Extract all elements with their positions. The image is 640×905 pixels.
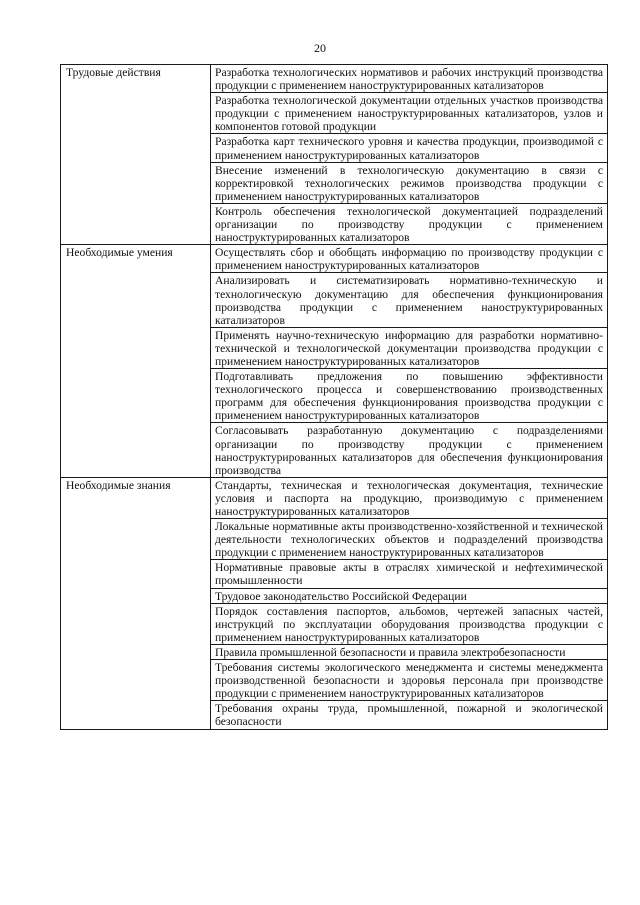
table-row xyxy=(61,65,608,93)
requirements-table xyxy=(60,64,608,730)
page-number: 20 xyxy=(314,41,326,55)
skill-item: Согласовывать разработанную документацию с подразделениями организации по производству продукции с применением наноструктурированных катализаторов для обеспечения функционирования производства xyxy=(211,423,608,477)
knowledge-item: Требования охраны труда, промышленной, пожарной и экологической безопасности xyxy=(211,701,608,729)
labor-action-item: Контроль обеспечения технологической документацией подразделений организации по производству продукции с применением наноструктурированных катализаторов xyxy=(211,203,608,244)
knowledge-item: Требования системы экологического менеджмента и системы менеджмента производственной безопасности и здоровья персонала при производстве продукции с применением наноструктурированных катализаторов xyxy=(211,660,608,701)
table-row xyxy=(61,245,608,273)
labor-action-item: Внесение изменений в технологическую документацию в связи с корректировкой технологических режимов производства продукции с применением наноструктурированных катализаторов xyxy=(211,162,608,203)
knowledge-item: Нормативные правовые акты в отраслях химической и нефтехимической промышленности xyxy=(211,560,608,588)
skill-item: Применять научно-техническую информацию для разработки нормативно-технической и технологической документации производства продукции с применением наноструктурированных катализаторов xyxy=(211,327,608,368)
skill-item: Анализировать и систематизировать нормативно-техническую и технологическую документацию для обеспечения функционирования производства продукции с применением наноструктурированных катализаторов xyxy=(211,273,608,327)
knowledge-item: Порядок составления паспортов, альбомов, чертежей запасных частей, инструкций по эксплуатации оборудования производства продукции с применением наноструктурированных катализаторов xyxy=(211,603,608,644)
skill-item: Осуществлять сбор и обобщать информацию по производству продукции с применением наноструктурированных катализаторов xyxy=(211,245,608,273)
table-row xyxy=(61,477,608,518)
section-label-labor-actions: Трудовые действия xyxy=(61,65,211,245)
knowledge-item: Локальные нормативные акты производственно-хозяйственной и технической деятельности технологических объектов и подразделений производства продукции с применением наноструктурированных катализаторов xyxy=(211,519,608,560)
labor-action-item: Разработка карт технического уровня и качества продукции, производимой с применением наноструктурированных катализаторов xyxy=(211,134,608,162)
labor-action-item: Разработка технологических нормативов и рабочих инструкций производства продукции с применением наноструктурированных катализаторов xyxy=(211,65,608,93)
section-label-required-skills: Необходимые умения xyxy=(61,245,211,478)
section-label-required-knowledge: Необходимые знания xyxy=(61,477,211,729)
knowledge-item: Трудовое законодательство Российской Федерации xyxy=(211,588,608,603)
knowledge-item: Правила промышленной безопасности и правила электробезопасности xyxy=(211,644,608,659)
skill-item: Подготавливать предложения по повышению эффективности технологического процесса и совершенствованию производственных программ для обеспечения функционирования производства продукции с применением наноструктурированных катализаторов xyxy=(211,369,608,423)
labor-action-item: Разработка технологической документации отдельных участков производства продукции с применением наноструктурированных катализаторов, узлов и компонентов готовой продукции xyxy=(211,93,608,134)
knowledge-item: Стандарты, техническая и технологическая документация, технические условия и паспорта на продукцию, производимую с применением наноструктурированных катализаторов xyxy=(211,477,608,518)
